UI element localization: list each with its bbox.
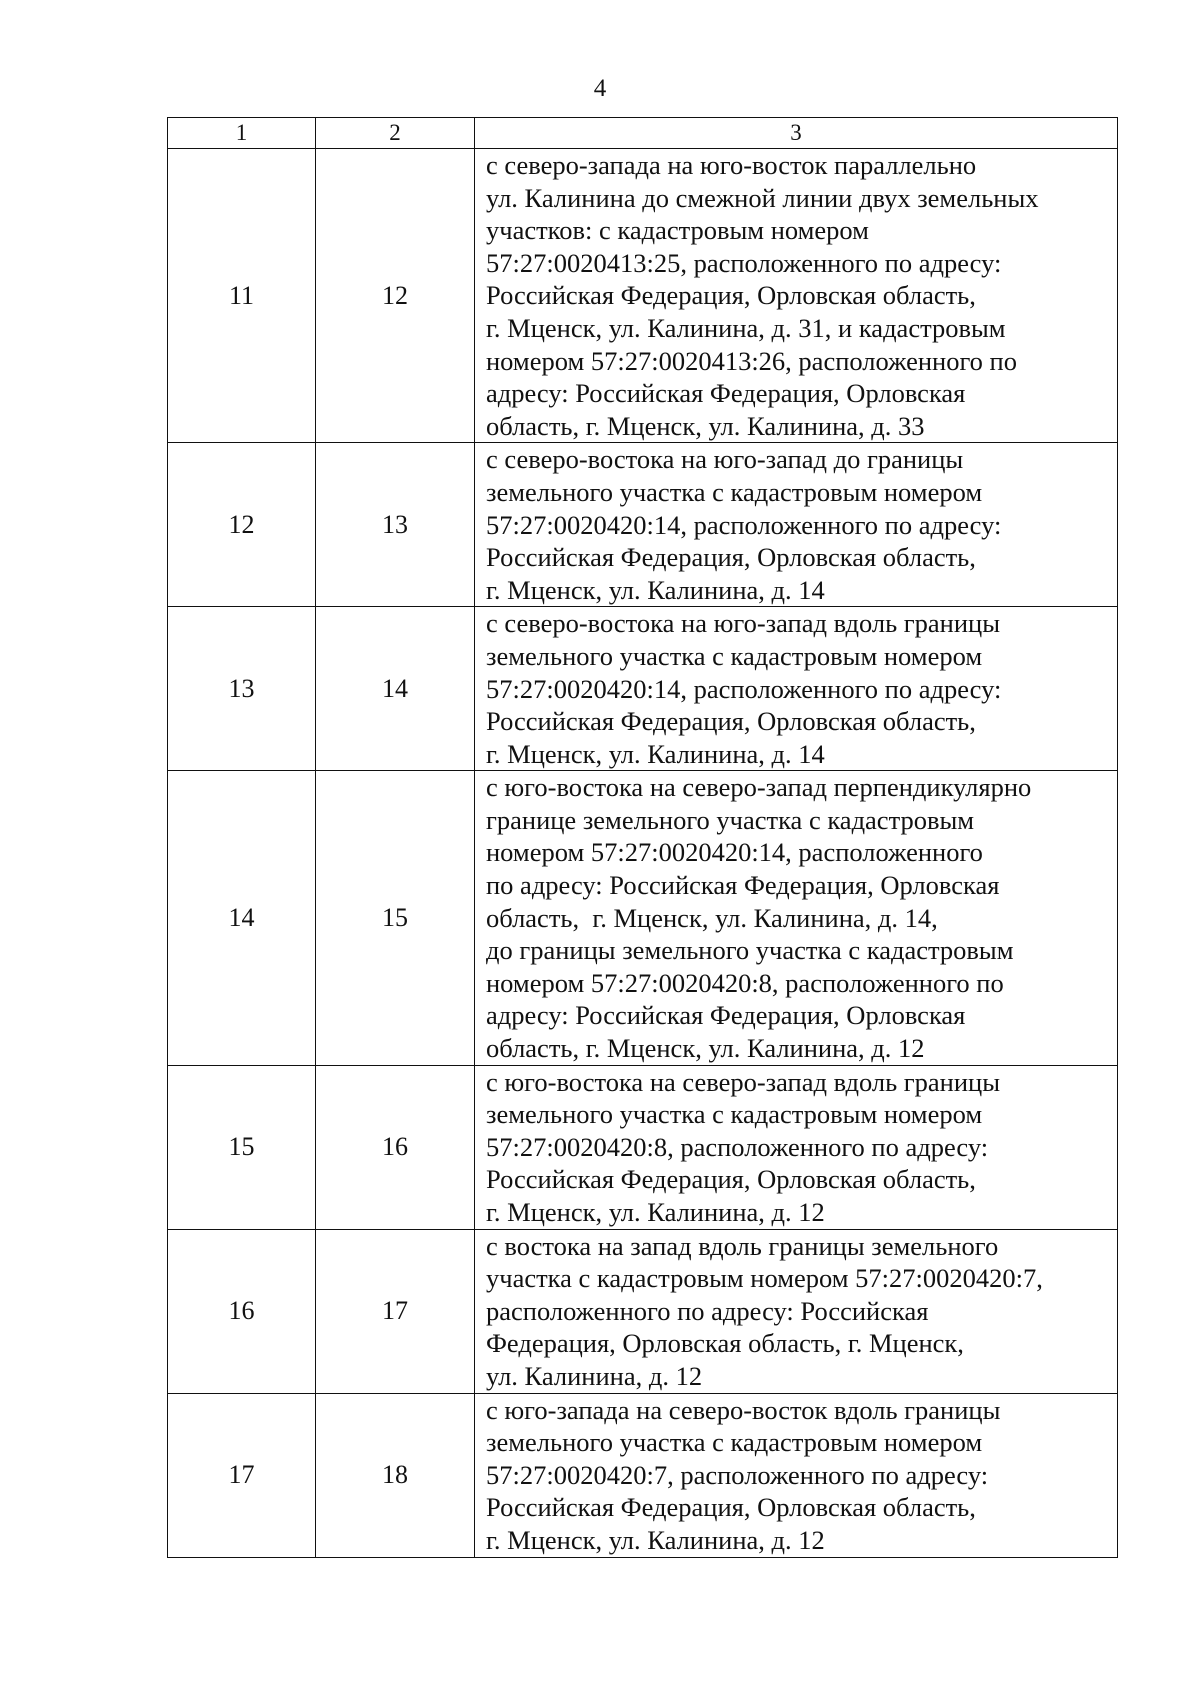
column-header: 1 [168,118,316,149]
description-line: г. Мценск, ул. Калинина, д. 12 [486,1197,825,1227]
description-line: Российская Федерация, Орловская область, [486,1164,976,1195]
point-from-cell: 16 [168,1229,316,1393]
boundary-description-cell [475,771,1118,1065]
table-row [168,1229,1118,1393]
boundary-description-cell [475,443,1118,607]
description-line: Российская Федерация, Орловская область, [486,542,976,573]
description-line: с востока на запад вдоль границы земельного [486,1230,999,1261]
boundary-description-cell [475,149,1118,443]
table-row [168,771,1118,1065]
description-line: с юго-востока на северо-запад вдоль границы [486,1066,1001,1097]
description-line: область, г. Мценск, ул. Калинина, д. 12 [486,1033,925,1064]
description-line: до границы земельного участка с кадастровым [486,935,1014,966]
description-line: участка с кадастровым номером 57:27:0020420:7, [486,1263,1043,1294]
table-row [168,1393,1118,1557]
point-from-cell: 17 [168,1393,316,1557]
boundary-description-cell [475,1393,1118,1557]
description-line: г. Мценск, ул. Калинина, д. 14 [486,574,825,605]
description-line: Российская Федерация, Орловская область, [486,1492,976,1523]
point-from-cell: 14 [168,771,316,1065]
description-line: 57:27:0020420:8, расположенного по адресу: [486,1131,989,1162]
point-to-cell: 17 [316,1229,475,1393]
description-line: номером 57:27:0020420:8, расположенного по [486,967,1004,998]
point-to-cell: 15 [316,771,475,1065]
table-row [168,443,1118,607]
description-line: 57:27:0020420:14, расположенного по адресу: [486,509,1002,540]
description-line: земельного участка с кадастровым номером [486,476,983,507]
boundary-description-cell [475,1229,1118,1393]
description-line: земельного участка с кадастровым номером [486,1099,983,1130]
description-line: участков: с кадастровым номером [486,215,869,246]
description-line: с северо-востока на юго-запад до границы [486,444,964,475]
column-header: 2 [316,118,475,149]
description-line: адресу: Российская Федерация, Орловская [486,1000,966,1031]
point-from-cell: 12 [168,443,316,607]
description-line: по адресу: Российская Федерация, Орловская [486,870,1000,901]
description-line: область, г. Мценск, ул. Калинина, д. 14, [486,902,938,933]
table-header-row [168,118,1118,149]
description-line: 57:27:0020420:14, расположенного по адресу: [486,673,1002,704]
description-line: земельного участка с кадастровым номером [486,640,983,671]
description-line: Российская Федерация, Орловская область, [486,706,976,737]
description-line: с юго-востока на северо-запад перпендикулярно [486,772,1032,803]
description-line: ул. Калинина до смежной линии двух земельных [486,182,1039,213]
table-row [168,607,1118,771]
point-to-cell: 18 [316,1393,475,1557]
description-line: с северо-востока на юго-запад вдоль границы [486,608,1001,639]
point-to-cell: 16 [316,1065,475,1229]
point-to-cell: 14 [316,607,475,771]
page-number: 4 [593,75,607,102]
table-row [168,149,1118,443]
description-line: область, г. Мценск, ул. Калинина, д. 33 [486,410,925,441]
point-from-cell: 15 [168,1065,316,1229]
description-line: г. Мценск, ул. Калинина, д. 31, и кадастровым [486,312,1006,343]
point-from-cell: 11 [168,149,316,443]
description-line: границе земельного участка с кадастровым [486,804,975,835]
description-line: 57:27:0020413:25, расположенного по адресу: [486,247,1002,278]
point-to-cell: 13 [316,443,475,607]
column-header: 3 [475,118,1118,149]
description-line: с юго-запада на северо-восток вдоль границы [486,1394,1001,1425]
description-line: номером 57:27:0020420:14, расположенного [486,837,983,868]
description-line: земельного участка с кадастровым номером [486,1427,983,1458]
description-line: 57:27:0020420:7, расположенного по адресу: [486,1459,989,1490]
description-line: номером 57:27:0020413:26, расположенного по [486,345,1017,376]
description-line: адресу: Российская Федерация, Орловская [486,378,966,409]
description-line: с северо-запада на юго-восток параллельно [486,150,977,180]
point-to-cell: 12 [316,149,475,443]
description-line: ул. Калинина, д. 12 [486,1360,703,1391]
boundary-description-cell [475,607,1118,771]
point-from-cell: 13 [168,607,316,771]
description-line: Российская Федерация, Орловская область, [486,280,976,311]
description-line: Федерация, Орловская область, г. Мценск, [486,1328,964,1359]
boundary-description-table [167,117,1118,1558]
table-row [168,1065,1118,1229]
description-line: г. Мценск, ул. Калинина, д. 12 [486,1524,825,1555]
description-line: г. Мценск, ул. Калинина, д. 14 [486,738,825,769]
description-line: расположенного по адресу: Российская [486,1295,929,1326]
boundary-description-cell [475,1065,1118,1229]
